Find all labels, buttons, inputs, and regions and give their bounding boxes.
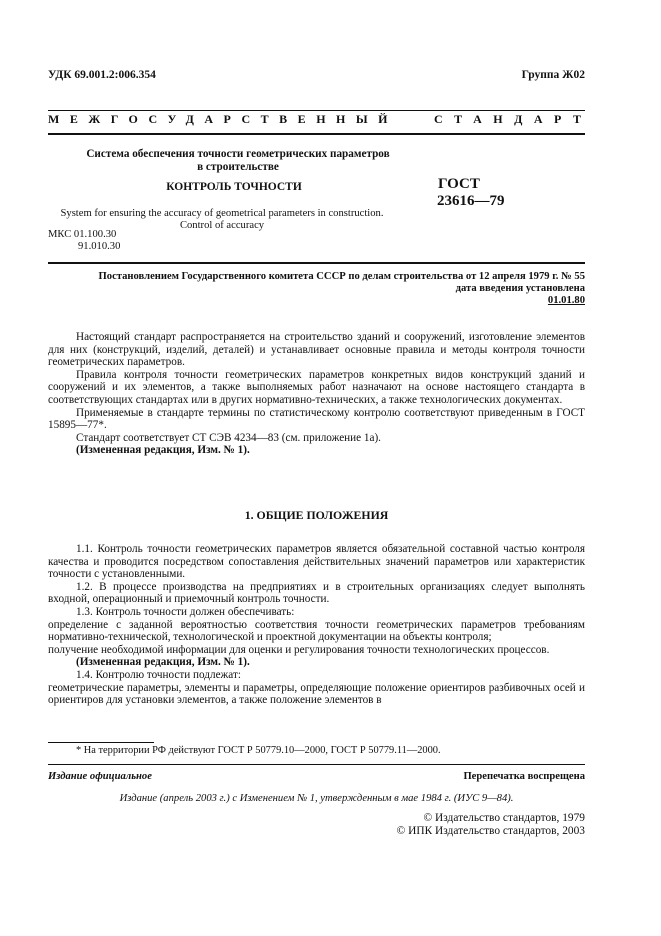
decree-block <box>45 271 585 307</box>
system-title-line1: Система обеспечения точности геометрических параметров <box>86 148 390 160</box>
title-en-line1: System for ensuring the accuracy of geometrical parameters in construction. <box>60 208 384 219</box>
intro-paragraph-3: Применяемые в стандарте термины по статистическому контролю соответствуют приведенным в ГОСТ 15895—77*. <box>48 406 585 432</box>
intro-paragraph-1: Настоящий стандарт распространяется на строительство зданий и сооружений, изготовление элементов для них (конструкций, изделий, деталей) и устанавливает основные правила и методы контроля точности геометрических параметров. <box>48 331 585 369</box>
copyright-2003: © ИПК Издательство стандартов, 2003 <box>396 825 585 837</box>
gost-number: 23616—79 <box>437 193 505 209</box>
clause-1-3-item-b: получение необходимой информации для оценки и регулирования точности технологических процессов. <box>48 643 550 656</box>
system-title-ru <box>48 148 428 173</box>
section-1-heading: 1. ОБЩИЕ ПОЛОЖЕНИЯ <box>244 508 389 522</box>
footer-rule <box>48 764 585 765</box>
banner-top-rule <box>48 110 585 111</box>
title-en-line2: Control of accuracy <box>179 220 265 231</box>
banner-bottom-rule <box>48 133 585 135</box>
mks-line2: 91.010.30 <box>78 241 121 252</box>
clause-1-3: 1.3. Контроль точности должен обеспечивать: <box>76 605 295 618</box>
udk-code: УДК 69.001.2:006.354 <box>48 69 156 81</box>
clause-1-2: 1.2. В процессе производства на предприятиях и в строительных организациях следует выполнять входной, операционный и приемочный контроль точности. <box>48 580 585 606</box>
banner-standard: СТАНДАРТ <box>434 112 593 126</box>
mks-codes <box>48 229 120 253</box>
section-1-text <box>48 543 585 707</box>
copyright-1979: © Издательство стандартов, 1979 <box>423 812 585 824</box>
banner-interstate: МЕЖГОСУДАРСТВЕННЫЙ <box>48 112 398 126</box>
official-edition: Издание официальное <box>48 771 152 782</box>
effective-date: 01.01.80 <box>547 295 585 306</box>
reprint-prohibited: Перепечатка воспрещена <box>463 771 585 782</box>
footnote-rule <box>48 742 154 743</box>
edition-info: Издание (апрель 2003 г.) с Изменением № 1, утвержденным в мае 1984 г. (ИУС 9—84). <box>119 793 514 804</box>
clause-1-1: 1.1. Контроль точности геометрических параметров является обязательной составной частью контроля качества и проводится посредством сопоставления действительных значений параметров или характеристик точности с установленными. <box>48 543 585 581</box>
decree-line2: дата введения установлена <box>455 283 585 294</box>
intro-amendment-note: (Измененная редакция, Изм. № 1). <box>76 444 250 457</box>
mks-line1: МКС 01.100.30 <box>48 229 117 240</box>
clause-1-3-item-a: определение с заданной вероятностью соответствия точности геометрических параметров требованиям нормативно-технической, технологической и проектной документации на объекты контроля; <box>48 618 585 644</box>
document-title: КОНТРОЛЬ ТОЧНОСТИ <box>166 181 302 193</box>
clause-1-4-item-a: геометрические параметры, элементы и параметры, определяющие положение ориентиров разбивочных осей и ориентиров для установки элементов, а также положение элементов в <box>48 681 585 707</box>
system-title-line2: в строительстве <box>197 160 279 173</box>
intro-text <box>48 331 585 457</box>
copyright-block <box>397 812 585 838</box>
gost-label: ГОСТ <box>438 176 480 192</box>
title-block-rule <box>48 262 585 264</box>
clause-1-4: 1.4. Контролю точности подлежат: <box>76 668 241 681</box>
intro-paragraph-2: Правила контроля точности геометрических параметров конкретных видов конструкций зданий и сооружений и их элементов, а также выполняемых работ назначают на основе настоящего стандарта в соответствующих стандартах или в других нормативно-технических, а также технологических документах. <box>48 368 585 406</box>
footnote: * На территории РФ действуют ГОСТ Р 50779.10—2000, ГОСТ Р 50779.11—2000. <box>76 745 441 756</box>
decree-line1: Постановлением Государственного комитета СССР по делам строительства от 12 апреля 1979 г. № 55 <box>98 271 585 282</box>
section-1-amendment-note: (Измененная редакция, Изм. № 1). <box>76 656 250 669</box>
intro-paragraph-4: Стандарт соответствует СТ СЭВ 4234—83 (см. приложение 1а). <box>76 431 381 444</box>
group-code: Группа Ж02 <box>521 69 585 81</box>
